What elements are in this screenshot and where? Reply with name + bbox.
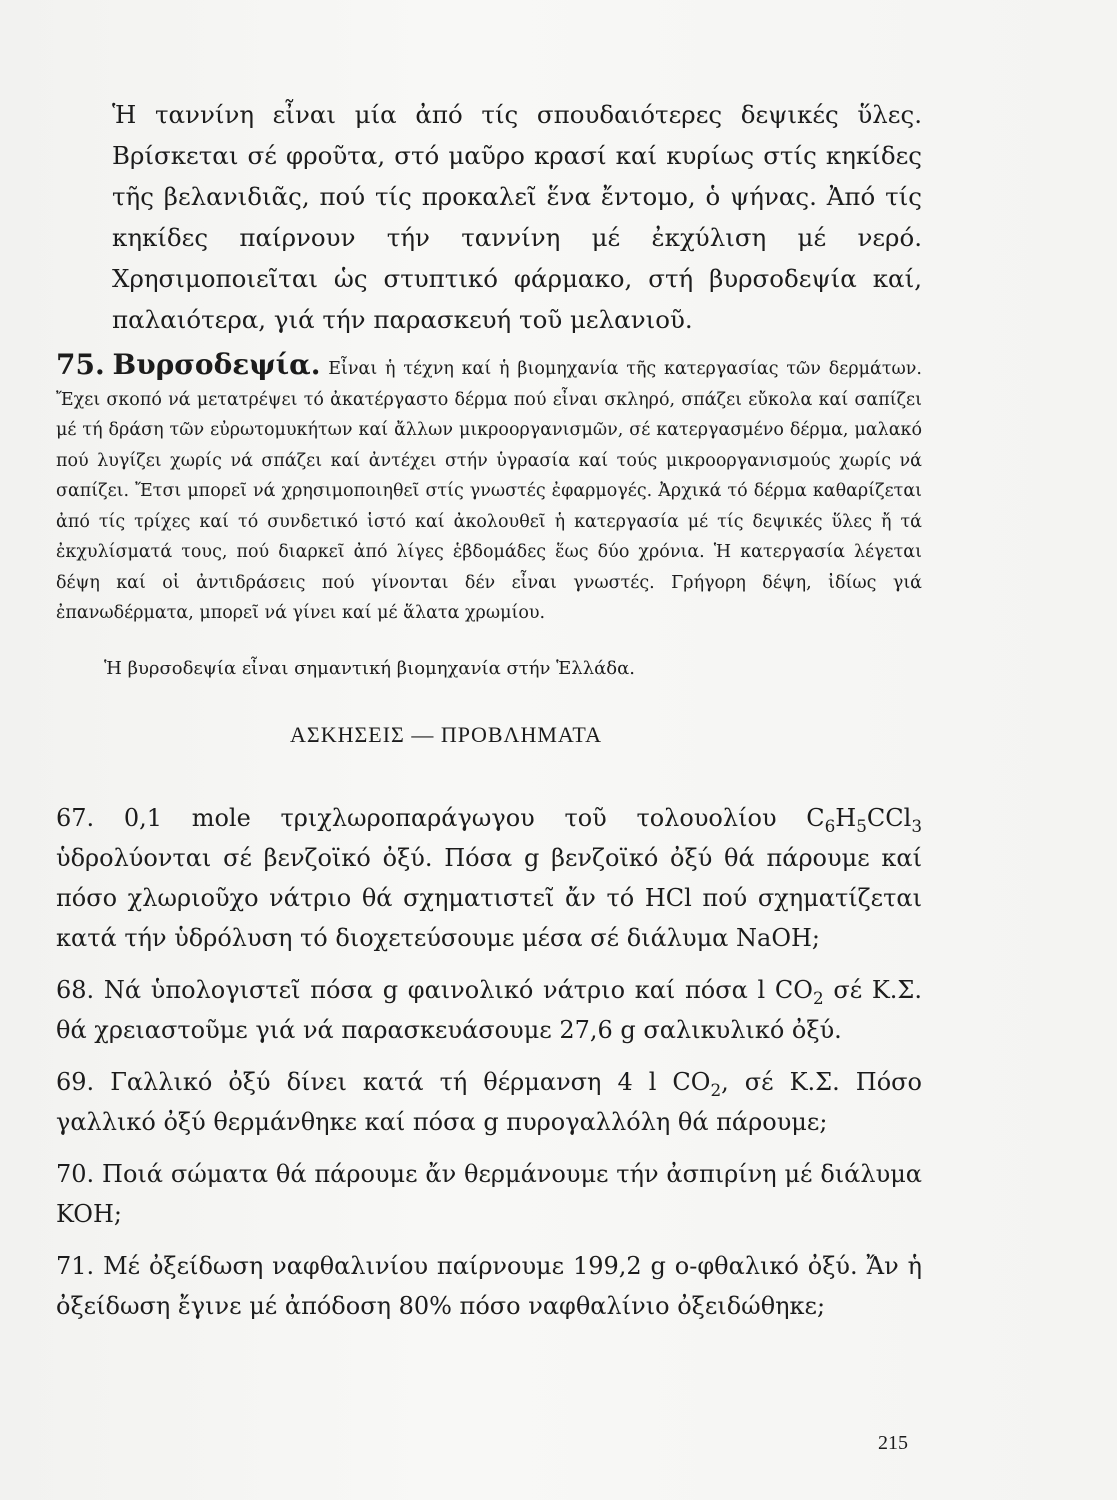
exercise-text-cont: σέ Κ.Σ. θά χρειαστοῦμε γιά νά παρασκευάσουμε 27,6 g σαλικυλικό ὀξύ. [56,976,922,1044]
section-number: 75. [56,348,105,381]
exercise-number: 71. [56,1252,95,1280]
formula-part: H [835,804,857,832]
subscript: 2 [812,987,824,1008]
exercise-number: 70. [56,1160,95,1188]
intro-paragraph [112,94,922,340]
section-75 [56,350,922,629]
subscript: 3 [911,815,922,836]
section-title: Βυρσοδεψία. [112,348,321,381]
exercise-text: Ποιά σώματα θά πάρουμε ἄν θερμάνουμε τήν ἀσπιρίνη μέ διάλυμα KOH; [56,1160,922,1228]
exercise-number: 69. [56,1068,95,1096]
exercise-text-cont: , σέ Κ.Σ. Πόσο γαλλικό ὀξύ θερμάνθηκε καί πόσα g πυρογαλλόλη θά πάρουμε; [56,1068,922,1136]
exercise-69 [56,1062,922,1142]
subscript: 6 [824,815,836,836]
formula-part: CCl [866,804,912,832]
page-number: 215 [878,1432,908,1454]
exercises-list [56,798,922,1338]
exercise-67 [56,798,922,958]
exercise-text: Νά ὑπολογιστεῖ πόσα g φαινολικό νάτριο καί πόσα l CO [103,976,813,1004]
section-body: Εἶναι ἡ τέχνη καί ἡ βιομηχανία τῆς κατεργασίας τῶν δερμάτων. Ἔχει σκοπό νά μετατρέψει τό ἀκατέργαστο δέρμα πού εἶναι σκληρό, σπάζει εὔκολα καί σαπίζει μέ τή δράση τῶν εὐρωτομυκήτων καί ἄλλων μικροοργανισμῶν, σέ κατεργασμένο δέρμα, μαλακό πού λυγίζει χωρίς νά σπάζει καί ἀντέχει στήν ὑγρασία καί τούς μικροοργανισμούς χωρίς νά σαπίζει. Ἔτσι μπορεῖ νά χρησιμοποιηθεῖ στίς γνωστές ἐφαρμογές. Ἀρχικά τό δέρμα καθαρίζεται ἀπό τίς τρίχες καί τό συνδετικό ἱστό καί ἀκολουθεῖ ἡ κατεργασία μέ τίς δεψικές ὕλες ἤ τά ἐκχυλίσματά τους, πού διαρκεῖ ἀπό λίγες ἑβδομάδες ἕως δύο χρόνια. Ἡ κατεργασία λέγεται δέψη καί οἱ ἀντιδράσεις πού γίνονται δέν εἶναι γνωστές. Γρήγορη δέψη, ἰδίως γιά ἐπανωδέρματα, μπορεῖ νά γίνει καί μέ ἅλατα χρωμίου. [56,359,922,623]
exercise-70 [56,1154,922,1234]
intro-text: Ἡ ταννίνη εἶναι μία ἀπό τίς σπουδαιότερες δεψικές ὕλες. Βρίσκεται σέ φροῦτα, στό μαῦρο κρασί καί κυρίως στίς κηκίδες τῆς βελανιδιᾶς, πού τίς προκαλεῖ ἕνα ἔντομο, ὁ ψήνας. Ἀπό τίς κηκίδες παίρνουν τήν ταννίνη μέ ἐκχύλιση μέ νερό. Χρησιμοποιεῖται ὡς στυπτικό φάρμακο, στή βυρσοδεψία καί, παλαιότερα, γιά τήν παρασκευή τοῦ μελανιοῦ. [112,100,922,334]
exercise-71 [56,1246,922,1326]
subscript: 5 [856,815,867,836]
subscript: 2 [710,1079,722,1100]
exercise-text: Γαλλικό ὀξύ δίνει κατά τή θέρμανση 4 l CO [110,1068,711,1096]
section-note: Ἡ βυρσοδεψία εἶναι σημαντική βιομηχανία στήν Ἑλλάδα. [104,658,635,679]
exercise-number: 67. [56,804,95,832]
exercise-text-cont: ὑδρολύονται σέ βενζοϊκό ὀξύ. Πόσα g βενζοϊκό ὀξύ θά πάρουμε καί πόσο χλωριοῦχο νάτριο θά σχηματιστεῖ ἄν τό HCl πού σχηματίζεται κατά τήν ὑδρόλυση τό διοχετεύσουμε μέσα σέ διάλυμα NaOH; [56,844,922,952]
exercise-text: 0,1 mole τριχλωροπαράγωγου τοῦ τολουολίου C [123,804,825,832]
exercises-title: ΑΣΚΗΣΕΙΣ — ΠΡΟΒΛΗΜΑΤΑ [290,722,602,747]
exercise-text: Μέ ὀξείδωση ναφθαλινίου παίρνουμε 199,2 g ο-φθαλικό ὀξύ. Ἄν ἡ ὀξείδωση ἔγινε μέ ἀπόδοση 80% πόσο ναφθαλίνιο ὀξειδώθηκε; [56,1252,922,1320]
exercise-68 [56,970,922,1050]
exercise-number: 68. [56,976,95,1004]
